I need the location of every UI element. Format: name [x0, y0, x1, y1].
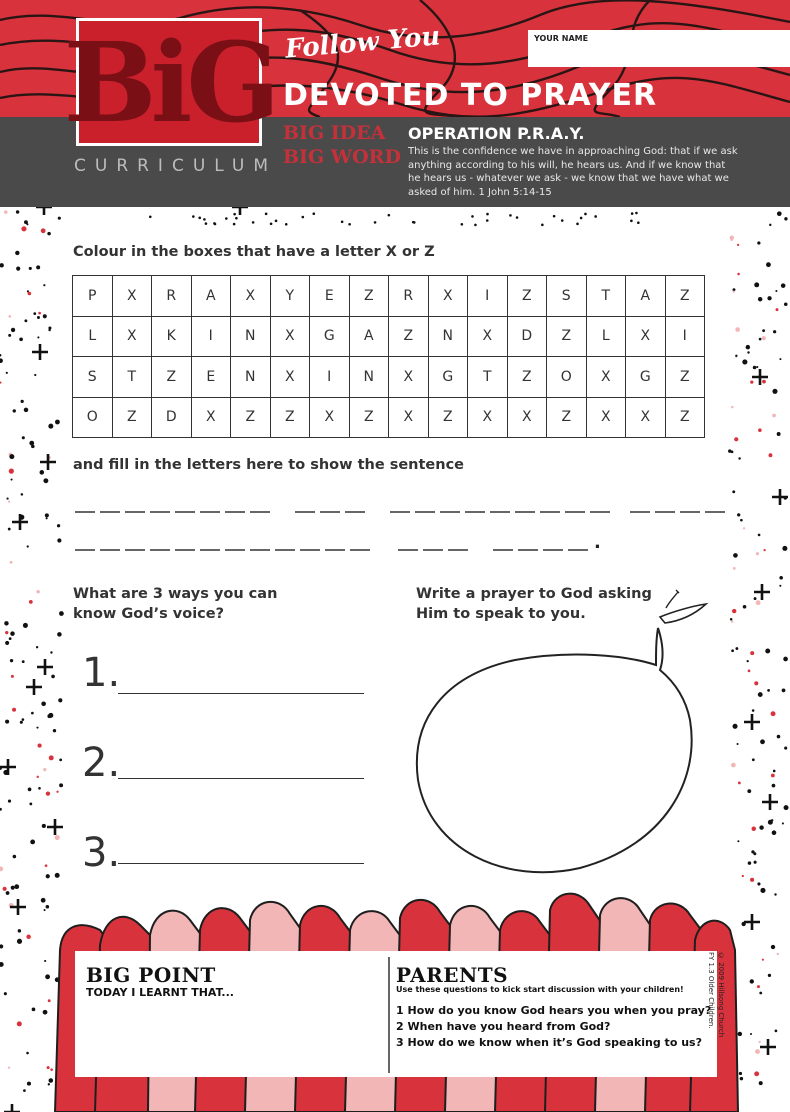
grid-cell[interactable]: P [73, 276, 113, 317]
ways-question-line2: know God’s voice? [73, 606, 225, 622]
your-name-label: YOUR NAME [534, 34, 589, 43]
grid-row [73, 397, 705, 438]
way-number-2: 2. [82, 740, 121, 786]
letter-grid [72, 275, 705, 438]
grid-cell[interactable]: Z [547, 316, 587, 357]
grid-cell[interactable]: Z [507, 357, 547, 398]
grid-cell[interactable]: X [270, 316, 310, 357]
grid-cell[interactable]: I [191, 316, 231, 357]
grid-cell[interactable]: L [586, 316, 626, 357]
grid-cell[interactable]: Z [231, 397, 271, 438]
grid-cell[interactable]: D [152, 397, 192, 438]
big-idea-text: OPERATION P.R.A.Y. [408, 124, 585, 143]
grid-cell[interactable]: Z [152, 357, 192, 398]
grid-cell[interactable]: Z [665, 397, 705, 438]
parents-question-1: 1 How do you know God hears you when you pray? [396, 1004, 712, 1017]
sentence-blanks[interactable] [0, 500, 790, 560]
big-word-verse: This is the confidence we have in approaching God: that if we ask anything according to his will, he hears us. And if we know that he hears us - whatever we ask - we know that we have what we asked of him. 1 John 5:14-15 [408, 146, 738, 198]
fill-instruction: and fill in the letters here to show the sentence [73, 457, 465, 473]
grid-cell[interactable]: X [389, 397, 429, 438]
grid-cell[interactable]: Z [112, 397, 152, 438]
grid-cell[interactable]: D [507, 316, 547, 357]
grid-cell[interactable]: G [310, 316, 350, 357]
parents-questions [396, 1003, 711, 1051]
grid-cell[interactable]: S [73, 357, 113, 398]
grid-cell[interactable]: E [191, 357, 231, 398]
curriculum-label: CURRICULUM [74, 156, 277, 176]
copyright-line1: © 2009 Hillsong Church [717, 952, 725, 1038]
footer-panel [75, 951, 717, 1077]
grid-cell[interactable]: A [349, 316, 389, 357]
way-answer-line-2[interactable] [118, 778, 364, 779]
grid-cell[interactable]: X [626, 316, 666, 357]
sentence-period: . [594, 532, 601, 553]
grid-cell[interactable]: R [389, 276, 429, 317]
grid-cell[interactable]: E [310, 276, 350, 317]
grid-cell[interactable]: A [191, 276, 231, 317]
grid-cell[interactable]: S [547, 276, 587, 317]
grid-cell[interactable]: R [152, 276, 192, 317]
grid-cell[interactable]: I [665, 316, 705, 357]
parents-heading: PARENTS [396, 963, 509, 987]
grid-cell[interactable]: N [231, 316, 271, 357]
copyright [700, 952, 726, 1062]
grid-cell[interactable]: I [310, 357, 350, 398]
grid-cell[interactable]: X [270, 357, 310, 398]
way-number-3: 3. [82, 830, 121, 876]
prayer-prompt-line2: Him to speak to you. [416, 606, 586, 622]
grid-cell[interactable]: X [428, 276, 468, 317]
grid-cell[interactable]: Z [428, 397, 468, 438]
grid-row [73, 276, 705, 317]
grid-cell[interactable]: X [468, 397, 508, 438]
grid-cell[interactable]: Z [547, 397, 587, 438]
grid-cell[interactable]: Y [270, 276, 310, 317]
grid-cell[interactable]: X [586, 397, 626, 438]
grid-cell[interactable]: I [468, 276, 508, 317]
grid-cell[interactable]: T [112, 357, 152, 398]
ways-question-line1: What are 3 ways you can [73, 586, 278, 602]
grid-cell[interactable]: Z [389, 316, 429, 357]
footer-divider [388, 957, 390, 1073]
prayer-prompt-line1: Write a prayer to God asking [416, 586, 652, 602]
parents-question-3: 3 How do we know when it’s God speaking to us? [396, 1036, 702, 1049]
grid-cell[interactable]: G [626, 357, 666, 398]
lips-icon-accent [666, 590, 679, 608]
big-word-label: BIG WORD [283, 146, 401, 168]
puzzle-instruction: Colour in the boxes that have a letter X or Z [73, 244, 435, 260]
grid-cell[interactable]: N [428, 316, 468, 357]
parents-subheading: Use these questions to kick start discussion with your children! [396, 985, 684, 994]
speech-bubble[interactable] [410, 580, 720, 910]
grid-cell[interactable]: A [626, 276, 666, 317]
grid-cell[interactable]: X [191, 397, 231, 438]
way-answer-line-1[interactable] [118, 693, 364, 694]
way-answer-line-3[interactable] [118, 863, 364, 864]
grid-cell[interactable]: X [626, 397, 666, 438]
your-name-field[interactable] [528, 30, 790, 67]
grid-row [73, 316, 705, 357]
grid-row [73, 357, 705, 398]
grid-cell[interactable]: K [152, 316, 192, 357]
ways-question [73, 584, 277, 624]
grid-cell[interactable]: X [112, 276, 152, 317]
big-point-subheading: TODAY I LEARNT THAT... [86, 986, 234, 999]
grid-cell[interactable]: O [547, 357, 587, 398]
lesson-title: DEVOTED TO PRAYER [283, 78, 658, 113]
grid-cell[interactable]: Z [665, 357, 705, 398]
grid-cell[interactable]: N [349, 357, 389, 398]
grid-cell[interactable]: Z [349, 397, 389, 438]
grid-cell[interactable]: Z [507, 276, 547, 317]
grid-cell[interactable]: L [73, 316, 113, 357]
grid-cell[interactable]: X [389, 357, 429, 398]
grid-cell[interactable]: O [73, 397, 113, 438]
grid-cell[interactable]: Z [270, 397, 310, 438]
big-logo: BiG [63, 17, 275, 147]
grid-cell[interactable]: T [586, 276, 626, 317]
grid-cell[interactable]: X [468, 316, 508, 357]
copyright-line2: FY 1.3 Older Children. [707, 952, 715, 1029]
parents-question-2: 2 When have you heard from God? [396, 1020, 611, 1033]
grid-cell[interactable]: X [310, 397, 350, 438]
big-idea-labels [283, 121, 401, 169]
grid-cell[interactable]: X [586, 357, 626, 398]
grid-cell[interactable]: X [231, 276, 271, 317]
grid-cell[interactable]: T [468, 357, 508, 398]
big-point-heading: BIG POINT [86, 963, 216, 987]
grid-cell[interactable]: X [507, 397, 547, 438]
grid-cell[interactable]: X [112, 316, 152, 357]
grid-cell[interactable]: Z [349, 276, 389, 317]
grid-cell[interactable]: G [428, 357, 468, 398]
grid-cell[interactable]: Z [665, 276, 705, 317]
way-number-1: 1. [82, 650, 121, 696]
header-banner [0, 0, 790, 207]
series-title: Follow You [283, 21, 442, 65]
big-idea-label: BIG IDEA [283, 122, 386, 144]
grid-cell[interactable]: N [231, 357, 271, 398]
